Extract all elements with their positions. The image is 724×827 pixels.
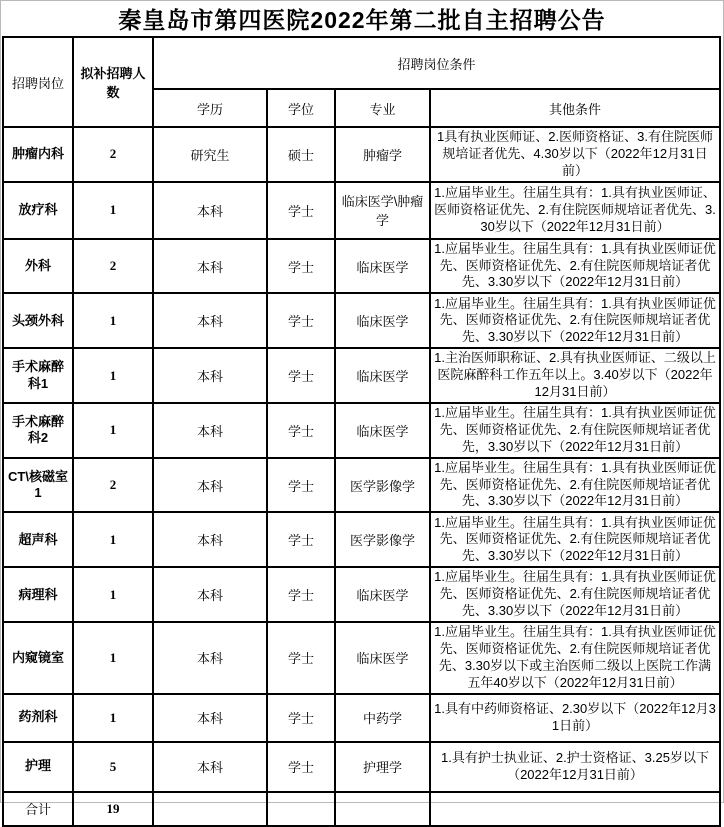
dept-cell: 头颈外科 bbox=[3, 293, 73, 348]
education-cell: 本科 bbox=[153, 458, 267, 513]
dept-cell: 护理 bbox=[3, 742, 73, 792]
table-row bbox=[3, 348, 720, 403]
education-cell: 本科 bbox=[153, 403, 267, 458]
degree-cell: 学士 bbox=[267, 458, 335, 513]
header-row-top bbox=[3, 37, 720, 89]
total-count-cell: 19 bbox=[73, 792, 153, 826]
major-cell: 肿瘤学 bbox=[335, 127, 430, 182]
dept-cell: 病理科 bbox=[3, 567, 73, 622]
header-position: 招聘岗位 bbox=[3, 37, 73, 127]
total-row bbox=[3, 792, 720, 826]
empty-cell bbox=[153, 792, 267, 826]
table-row bbox=[3, 458, 720, 513]
other-conditions-cell: 1.具有护士执业证、2.护士资格证、3.25岁以下（2022年12月31日前） bbox=[430, 742, 720, 792]
education-cell: 本科 bbox=[153, 348, 267, 403]
count-cell: 1 bbox=[73, 403, 153, 458]
other-conditions-cell: 1.应届毕业生。往届生具有：1.具有执业医师证、医师资格证优先、2.有住院医师规培证者优先、3.30岁以下（2022年12月31日前） bbox=[430, 182, 720, 239]
other-conditions-cell: 1.应届毕业生。往届生具有：1.具有执业医师证优先、医师资格证优先、2.有住院医师规培证者优先、3.30岁以下（2022年12月31日前） bbox=[430, 239, 720, 294]
degree-cell: 学士 bbox=[267, 694, 335, 742]
header-degree: 学位 bbox=[267, 89, 335, 127]
other-conditions-cell: 1.应届毕业生。往届生具有：1.具有执业医师证优先、医师资格证优先、2.有住院医师规培证者优先、3.30岁以下（2022年12月31日前） bbox=[430, 567, 720, 622]
degree-cell: 学士 bbox=[267, 403, 335, 458]
count-cell: 2 bbox=[73, 239, 153, 294]
education-cell: 本科 bbox=[153, 567, 267, 622]
table-row bbox=[3, 127, 720, 182]
empty-cell bbox=[335, 792, 430, 826]
degree-cell: 学士 bbox=[267, 293, 335, 348]
table-row bbox=[3, 403, 720, 458]
degree-cell: 学士 bbox=[267, 348, 335, 403]
degree-cell: 硕士 bbox=[267, 127, 335, 182]
table-row bbox=[3, 622, 720, 694]
major-cell: 临床医学 bbox=[335, 622, 430, 694]
degree-cell: 学士 bbox=[267, 567, 335, 622]
education-cell: 本科 bbox=[153, 512, 267, 567]
count-cell: 1 bbox=[73, 512, 153, 567]
major-cell: 临床医学 bbox=[335, 348, 430, 403]
count-cell: 2 bbox=[73, 458, 153, 513]
dept-cell: CT\核磁室1 bbox=[3, 458, 73, 513]
major-cell: 医学影像学 bbox=[335, 512, 430, 567]
count-cell: 1 bbox=[73, 567, 153, 622]
major-cell: 临床医学 bbox=[335, 239, 430, 294]
page-title: 秦皇岛市第四医院2022年第二批自主招聘公告 bbox=[118, 7, 606, 33]
degree-cell: 学士 bbox=[267, 512, 335, 567]
table-row bbox=[3, 694, 720, 742]
count-cell: 2 bbox=[73, 127, 153, 182]
header-education: 学历 bbox=[153, 89, 267, 127]
dept-cell: 外科 bbox=[3, 239, 73, 294]
count-cell: 1 bbox=[73, 182, 153, 239]
empty-cell bbox=[430, 792, 720, 826]
dept-cell: 超声科 bbox=[3, 512, 73, 567]
major-cell: 临床医学 bbox=[335, 293, 430, 348]
other-conditions-cell: 1.应届毕业生。往届生具有：1.具有执业医师证优先、医师资格证优先、2.有住院医师规培证者优先、3.30岁以下（2022年12月31日前） bbox=[430, 293, 720, 348]
education-cell: 本科 bbox=[153, 742, 267, 792]
education-cell: 本科 bbox=[153, 182, 267, 239]
header-headcount: 拟补招聘人数 bbox=[73, 37, 153, 127]
table-row bbox=[3, 512, 720, 567]
major-cell: 临床医学 bbox=[335, 567, 430, 622]
other-conditions-cell: 1.具有中药师资格证、2.30岁以下（2022年12月31日前） bbox=[430, 694, 720, 742]
dept-cell: 药剂科 bbox=[3, 694, 73, 742]
dept-cell: 肿瘤内科 bbox=[3, 127, 73, 182]
recruitment-table bbox=[2, 36, 721, 827]
major-cell: 临床医学\肿瘤学 bbox=[335, 182, 430, 239]
count-cell: 1 bbox=[73, 622, 153, 694]
dept-cell: 放疗科 bbox=[3, 182, 73, 239]
degree-cell: 学士 bbox=[267, 742, 335, 792]
degree-cell: 学士 bbox=[267, 182, 335, 239]
table-row bbox=[3, 182, 720, 239]
other-conditions-cell: 1.主治医师职称证、2.具有执业医师证、二级以上医院麻醉科工作五年以上。3.40岁以下（2022年12月31日前） bbox=[430, 348, 720, 403]
major-cell: 医学影像学 bbox=[335, 458, 430, 513]
count-cell: 1 bbox=[73, 694, 153, 742]
education-cell: 本科 bbox=[153, 622, 267, 694]
education-cell: 本科 bbox=[153, 293, 267, 348]
count-cell: 1 bbox=[73, 348, 153, 403]
other-conditions-cell: 1.应届毕业生。往届生具有：1.具有执业医师证优先、医师资格证优先、2.有住院医师规培证者优先、3.30岁以下（2022年12月31日前） bbox=[430, 458, 720, 513]
count-cell: 1 bbox=[73, 293, 153, 348]
other-conditions-cell: 1具有执业医师证、2.医师资格证、3.有住院医师规培证者优先、4.30岁以下（2022年12月31日前） bbox=[430, 127, 720, 182]
total-label-cell: 合计 bbox=[3, 792, 73, 826]
major-cell: 中药学 bbox=[335, 694, 430, 742]
other-conditions-cell: 1.应届毕业生。往届生具有：1.具有执业医师证优先、医师资格证优先、2.有住院医师规培证者优先、3.30岁以下（2022年12月31日前） bbox=[430, 512, 720, 567]
header-major: 专业 bbox=[335, 89, 430, 127]
dept-cell: 手术麻醉科1 bbox=[3, 348, 73, 403]
degree-cell: 学士 bbox=[267, 622, 335, 694]
empty-cell bbox=[267, 792, 335, 826]
education-cell: 研究生 bbox=[153, 127, 267, 182]
degree-cell: 学士 bbox=[267, 239, 335, 294]
table-row bbox=[3, 742, 720, 792]
header-other: 其他条件 bbox=[430, 89, 720, 127]
education-cell: 本科 bbox=[153, 239, 267, 294]
major-cell: 护理学 bbox=[335, 742, 430, 792]
header-conditions-group: 招聘岗位条件 bbox=[153, 37, 720, 89]
major-cell: 临床医学 bbox=[335, 403, 430, 458]
education-cell: 本科 bbox=[153, 694, 267, 742]
other-conditions-cell: 1.应届毕业生。往届生具有：1.具有执业医师证优先、医师资格证优先、2.有住院医师规培证者优先，3.30岁以下（2022年12月31日前） bbox=[430, 403, 720, 458]
table-row bbox=[3, 293, 720, 348]
table-row bbox=[3, 239, 720, 294]
dept-cell: 手术麻醉科2 bbox=[3, 403, 73, 458]
count-cell: 5 bbox=[73, 742, 153, 792]
table-row bbox=[3, 567, 720, 622]
other-conditions-cell: 1.应届毕业生。往届生具有：1.具有执业医师证优先、医师资格证优先、2.有住院医师规培证者优先、3.30岁以下或主治医师二级以上医院工作满五年40岁以下（2022年12月31日前） bbox=[430, 622, 720, 694]
dept-cell: 内窥镜室 bbox=[3, 622, 73, 694]
